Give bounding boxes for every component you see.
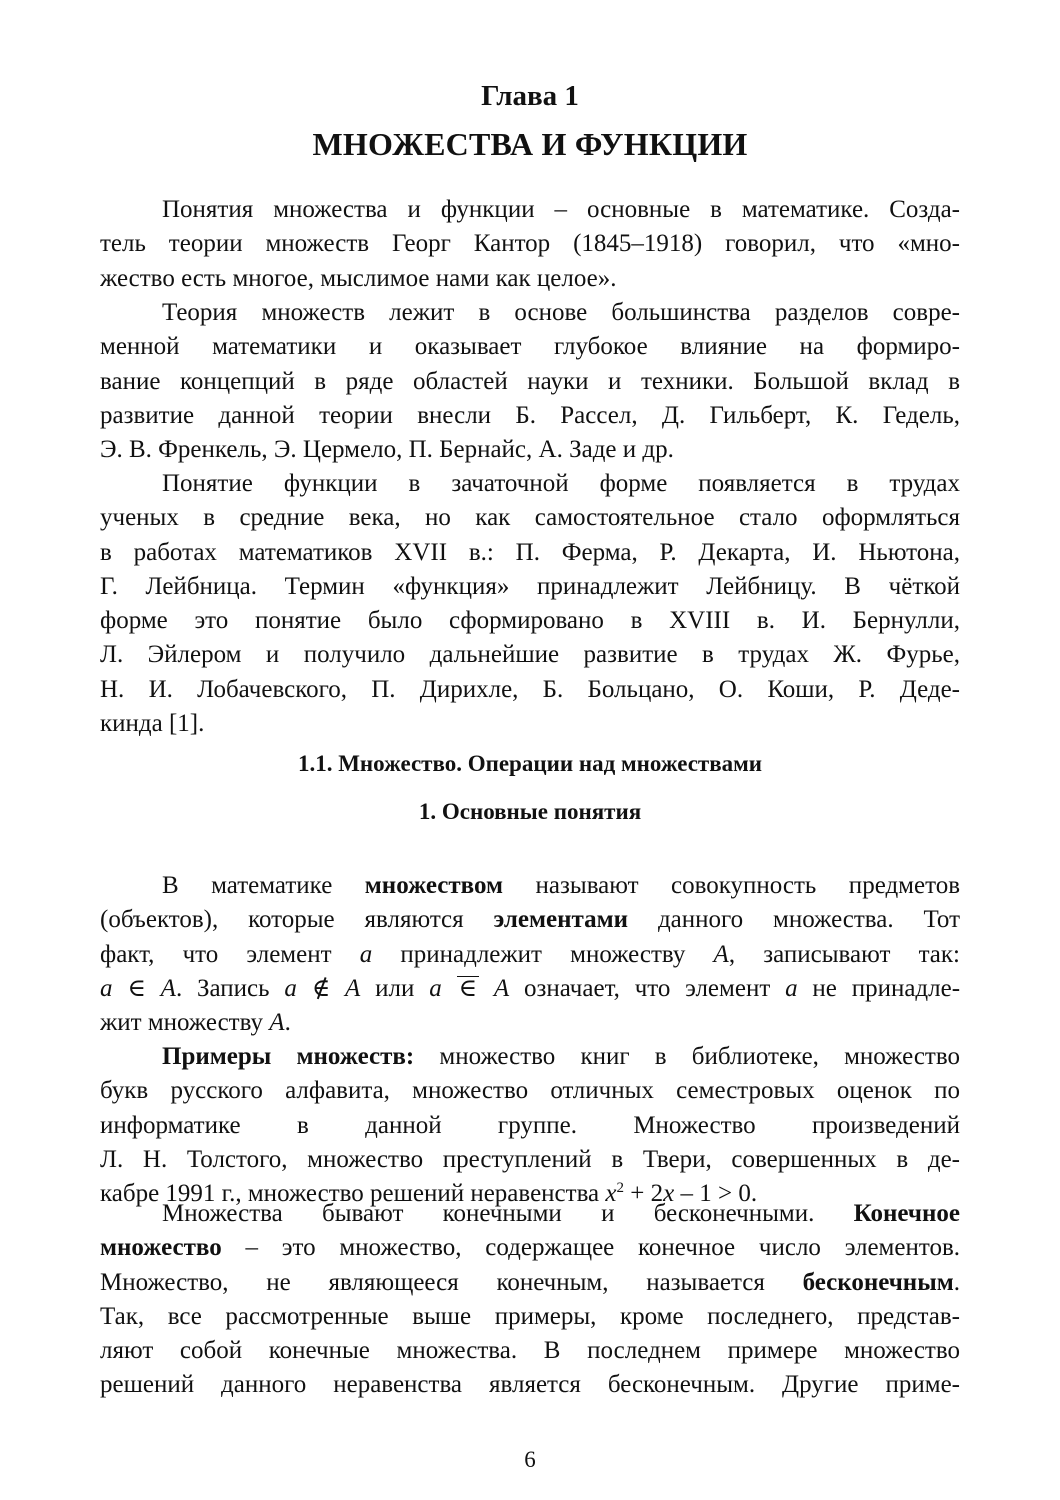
- text-run: Множество, не являющееся конечным, называется: [100, 1268, 803, 1296]
- chapter-label: Глава 1: [481, 80, 579, 112]
- text-line: информатике в данной группе. Множество произведений: [100, 1111, 960, 1139]
- math-var: a: [785, 974, 798, 1002]
- math-var: A: [713, 940, 729, 968]
- text-run: не принадле-: [797, 974, 960, 1002]
- text-line: менной математики и оказывает глубокое влияние на формиро-: [100, 333, 960, 361]
- text-run: данного множества. Тот: [628, 906, 960, 934]
- text-line: [100, 938, 960, 972]
- text-line: развитие данной теории внесли Б. Рассел, Д. Гильберт, К. Гедель,: [100, 401, 960, 429]
- text-run: .: [953, 1268, 960, 1296]
- term-finite: множество: [100, 1234, 222, 1262]
- text-line: Л. Н. Толстого, множество преступлений в Твери, совершенных в де-: [100, 1145, 960, 1173]
- math-var: a: [429, 974, 442, 1002]
- intro-paragraph-2: [100, 296, 960, 467]
- text-run: + 2: [624, 1180, 664, 1208]
- math-var: A: [345, 974, 361, 1002]
- text-line: Так, все рассмотренные выше примеры, кроме последнего, представ-: [100, 1302, 960, 1330]
- text-run: принадлежит множеству: [372, 940, 714, 968]
- math-exponent: 2: [616, 1180, 624, 1197]
- subsection-title: 1. Основные понятия: [418, 799, 642, 824]
- text-line: Н. И. Лобачевского, П. Дирихле, Б. Больцано, О. Коши, Р. Деде-: [100, 675, 960, 703]
- term-elements: элементами: [493, 906, 629, 934]
- text-run: жит множеству: [100, 1009, 270, 1037]
- text-run: , записывают так:: [728, 940, 960, 968]
- text-line: в работах математиков XVII в.: П. Ферма, Р. Декарта, И. Ньютона,: [100, 538, 960, 566]
- text-line: [100, 1266, 960, 1300]
- text-line: [100, 972, 960, 1006]
- text-line: форме это понятие было сформировано в XVIII в. И. Бернулли,: [100, 607, 960, 635]
- text-run: (объектов), которые являются: [100, 906, 494, 934]
- math-var: x: [605, 1180, 617, 1208]
- text-run: – это множество, содержащее конечное число элементов.: [221, 1234, 960, 1262]
- text-run: означает, что элемент: [509, 974, 786, 1002]
- text-line: [100, 869, 960, 903]
- math-var: A: [269, 1009, 285, 1037]
- text-run: Множества бывают конечными и бесконечными.: [162, 1200, 854, 1227]
- intro-paragraph-1: [100, 193, 960, 296]
- text-line: вание концепций в ряде областей науки и техники. Большой вклад в: [100, 367, 960, 395]
- text-line: Понятие функции в зачаточной форме появляется в трудах: [162, 470, 960, 497]
- body-paragraph-3: [100, 1197, 960, 1403]
- text-line: букв русского алфавита, множество отличных семестровых оценок по: [100, 1077, 960, 1105]
- text-line: [100, 903, 960, 937]
- math-var: A: [160, 974, 176, 1002]
- text-run: факт, что элемент: [100, 940, 360, 968]
- text-run: В математике: [162, 872, 365, 899]
- math-var: a: [284, 974, 297, 1002]
- text-line: Теория множеств лежит в основе большинства разделов совре-: [162, 299, 960, 326]
- text-line: тель теории множеств Георг Кантор (1845–1918) говорил, что «мно-: [100, 230, 960, 258]
- text-line: Л. Эйлером и получило дальнейшие развитие в трудах Ж. Фурье,: [100, 641, 960, 669]
- math-var: a: [100, 974, 113, 1002]
- term-infinite: бесконечным: [802, 1268, 954, 1296]
- term-examples: Примеры множеств:: [162, 1043, 415, 1070]
- text-run: называют совокупность предметов: [503, 872, 960, 899]
- text-run: кабре 1991 г., множество решений неравенства: [100, 1180, 606, 1208]
- text-run: – 1 > 0.: [674, 1180, 758, 1208]
- text-line: решений данного неравенства является бесконечным. Другие приме-: [100, 1371, 960, 1399]
- text-run: или: [360, 974, 430, 1002]
- text-line: [100, 1006, 960, 1040]
- text-run: .: [284, 1009, 291, 1037]
- text-line: кинда [1].: [100, 710, 205, 738]
- body-paragraph-2: [100, 1040, 960, 1211]
- text-line: Понятия множества и функции – основные в математике. Созда-: [162, 196, 960, 223]
- text-line: ляют собой конечные множества. В последнем примере множество: [100, 1337, 960, 1365]
- math-symbol: ∉: [296, 974, 346, 1002]
- text-line: [100, 1197, 960, 1231]
- page-number: 6: [524, 1447, 536, 1472]
- text-line: Э. В. Френкель, Э. Цермело, П. Бернайс, А. Заде и др.: [100, 436, 674, 464]
- text-run: . Запись: [175, 974, 285, 1002]
- body-paragraph-1: [100, 869, 960, 1040]
- math-symbol: ∈: [112, 974, 161, 1002]
- text-line: [100, 1231, 960, 1265]
- term-set: множеством: [364, 872, 504, 899]
- intro-paragraph-3: [100, 467, 960, 741]
- text-line: ученых в средние века, но как самостоятельное стало оформляться: [100, 504, 960, 532]
- section-title: 1.1. Множество. Операции над множествами: [297, 751, 763, 776]
- math-var: a: [359, 940, 373, 968]
- math-var: x: [663, 1180, 675, 1208]
- text-line: жество есть многое, мыслимое нами как целое».: [100, 264, 617, 292]
- text-line: Г. Лейбница. Термин «функция» принадлежит Лейбницу. В чёткой: [100, 572, 960, 600]
- term-finite: Конечное: [853, 1200, 960, 1227]
- chapter-title: МНОЖЕСТВА И ФУНКЦИИ: [312, 126, 748, 162]
- text-line: [100, 1040, 960, 1074]
- not-member-symbol: ∈: [458, 974, 478, 1002]
- math-var: A: [493, 974, 510, 1002]
- text-run: множество книг в библиотеке, множество: [414, 1043, 960, 1070]
